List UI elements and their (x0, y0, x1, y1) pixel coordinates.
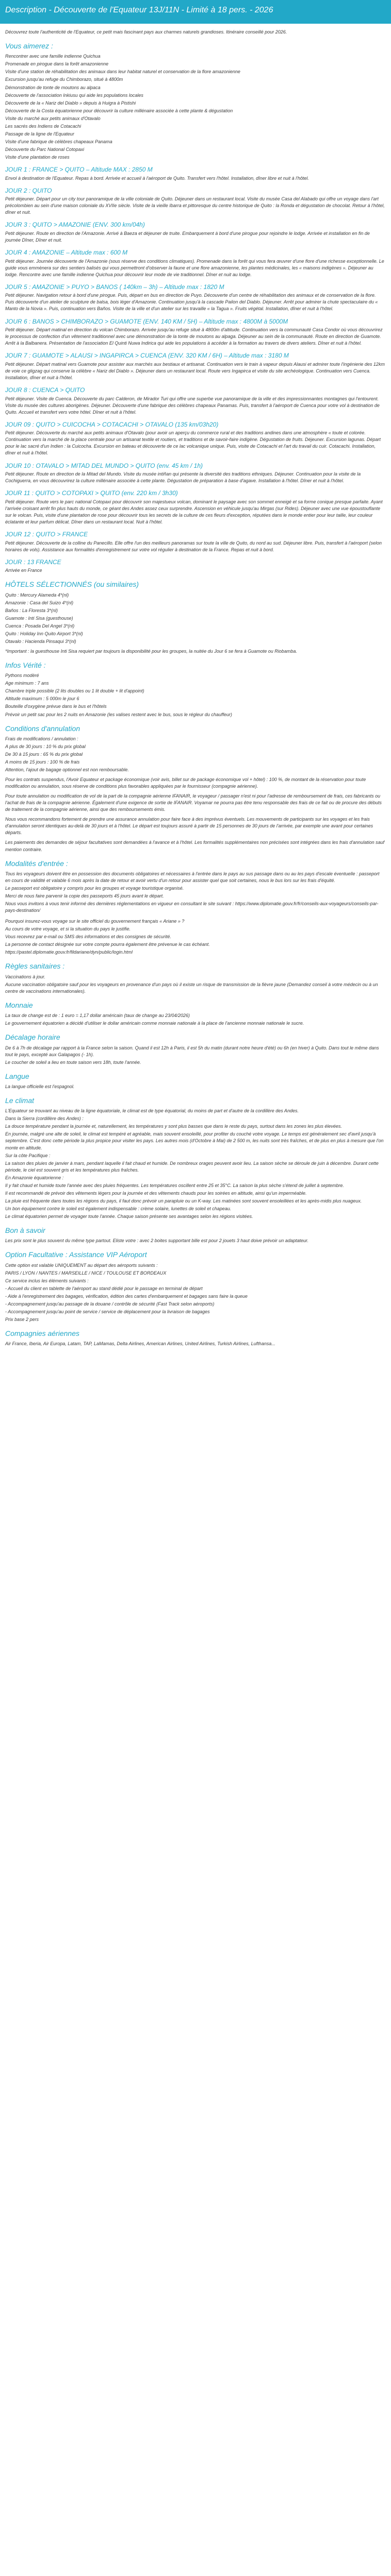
assistance-text: - Accompagnement jusqu'au passage de la douane / contrôle de sécurité (Fast Track selon aéroports) (5, 1301, 215, 1307)
day-text: Petit déjeuner. Route en direction de la Mitad del Mundo. Visite du musée intiñan qui présente la diversité des traditions ethniques. Déjeuner. Continuation pour la visite de la Cochiguerra, en vous découvrirez la culture millénaire associée à cette plante. Dégustation de préparation à base d'agave. Installation à l'hôtel. Dîner et nuit à l'hôtel. (5, 471, 361, 484)
info-item: Age minimum : 7 ans (5, 681, 49, 686)
climate-text: Le climat équatorien permet de voyager toute l'année. Chaque saison présente ses avantages selon les régions visitées. (5, 1213, 253, 1219)
currency-section (5, 1000, 386, 1027)
timezone-text: Le coucher de soleil a lieu en toute saison vers 18h, toute l'année. (5, 1059, 141, 1065)
climate-text: Il est recommandé de prévoir des vêtements légers pour la journée et des vêtements chauds pour les soirées en altitude, ainsi qu'un imperméable. (5, 1190, 307, 1196)
highlight-item: Démonstration de tonte de moutons au alpaca (5, 84, 101, 90)
currency-text: Le gouvernement équatorien a décidé d'utiliser le dollar américain comme monnaie nationale à la place de l'ancienne monnaie nationale le sucre. (5, 1021, 304, 1026)
highlight-item: Excursion jusqu'au refuge du Chimborazo, situé à 4800m (5, 77, 123, 82)
day-title: JOUR 6 : BANOS > CHIMBORAZO > GUAMOTE (ENV. 140 KM / 5H) – Altitude max : 4800M à 5000M (5, 317, 288, 325)
info-item: Altitude maximum : 5 000m le jour 6 (5, 696, 79, 702)
highlight-item: Découverte de la « Nariz del Diablo » depuis à Huigra à Pistishi (5, 100, 136, 106)
formalities-text: Merci de nous faire parvenir la copie des passeports 45 jours avant le départ. (5, 893, 164, 899)
timezone-heading: Décalage horaire (5, 1033, 60, 1042)
hotel-item: Amazonie : Casa del Suizo 4*(nl) (5, 600, 74, 605)
climate-text: La pluie est fréquente dans toutes les régions du pays, il faut donc prévoir un parapluie ou un K-way. Les matinées sont souvent ensoleillées et les après-midis plus nuageux. (5, 1198, 362, 1204)
ariane-link[interactable]: https://pastel.diplomatie.gouv.fr/fildariane/dyn/public/login.html (5, 950, 133, 955)
day-title: JOUR : 13 FRANCE (5, 558, 61, 566)
highlight-item: Promenade en pirogue dans la forêt amazonienne (5, 61, 109, 67)
good-to-know-heading: Bon à savoir (5, 1226, 45, 1234)
conditions-text: Pour les contrats suspendus, l'Avoir Equateur et package économique (voir avis, billet sur de package économique vol + hôtel) : 100 %, de montant de la réservation pour toute modification ou annulation, sous réserve de conditions plus favorables appliquées par le fournisseur (compagnie aérienne). (5, 777, 366, 789)
day-text: Petit déjeuner. Visite de Cuenca. Découverte du parc Calderon, de Mirador Turi qui offre une superbe vue panoramique de la ville et des impressionnantes montagnes qui l'entourent. Visite du musée des cultures aborigènes. Déjeuner. Découverte d'une fabrique des célèbres chapeaux Panamas. Puis, transfert à l'aéroport de Cuenca pour votre vol à destination de Quito. Accueil et transfert vers votre hôtel. Dîner et nuit à l'hôtel. (5, 396, 380, 415)
assistance-text: - Accueil du client en tablette de l'aéroport au stand dédié pour le passage en terminal de départ (5, 1285, 203, 1291)
assistance-section (5, 1249, 386, 1323)
assistance-heading: Option Facultative : Assistance VIP Aéroport (5, 1250, 147, 1259)
highlights-heading: Vous aimerez : (5, 42, 53, 50)
assistance-text: - Aide à l'enregistrement des bagages, vérification, édition des cartes d'embarquement et bagages sans faire la queue (5, 1293, 248, 1299)
day-title: JOUR 7 : GUAMOTE > ALAUSI > INGAPIRCA > CUENCA (ENV. 320 KM / 6H) – Altitude max : 3180 M (5, 352, 289, 360)
hotel-item: Quito : Mercury Alameda 4*(nl) (5, 592, 69, 598)
day-title: JOUR 8 : CUENCA > QUITO (5, 386, 85, 394)
day-text: Petit déjeuner. Navigation retour à bord d'une pirogue. Puis, départ en bus en direction de Puyo. Découverte d'un centre de réhabilitation des animaux et de conservation de la flore. Puis découverte d'un atelier de sculpture de balsa, bois léger d'Amazonie. Continuation jusqu'à la cascade Pailon del Diablo. Déjeuner. Arrêt pour admirer la chute spectaculaire du « Manto de la Novia ». Puis, continuation vers Baños. Visite de la ville et d'un atelier sur les travaille « la Tagua ». Fruits végétal. Installation, dîner et nuit à l'hôtel. (5, 293, 378, 312)
day-6 (5, 318, 386, 347)
info-item: Chambre triple possible (2 lits doubles ou 1 lit double + lit d'appoint) (5, 688, 144, 694)
info-item: Prévoir un petit sac pour les 2 nuits en Amazonie (les valises restent avec le bus, sous le régleur du chauffeur) (5, 711, 232, 717)
day-title: JOUR 12 : QUITO > FRANCE (5, 530, 88, 538)
conditions-text: Nous vous recommandons fortement de prendre une assurance annulation pour faire face à des imprévus éventuels. Les mouvements de participants sur les voyages et les frais d'annulation seront identiques au-delà de 30 jours et à l'hôtel. Le départ est toujours assuré à partir de 15 personnes de 30 jours de l'arrivée, par exemple une avant pour certaines départs. (5, 817, 373, 836)
day-text: Petit déjeuner. Découverte du marché aux petits animaux d'Otavalo (pour avoir un aperçu du commerce rural et des traditions andines dans une atmosphère « toute et colorée. Continuation vers la marché de la place centrale pour un artisanat textile et routiers, et traditions et de savoir-faire indigène. Dégustation de fruits. Déjeuner. Excursion lagunas. Départ pour le lac sacré d'un Indien : la Cuicocha. Excursion en bateau et découverte de ce lac volcanique unique. Puis, visite de Cotacachi et l'art du travail du cuir. Cotacachi. Installation, dîner et nuit à l'hôtel. (5, 430, 381, 456)
hotels-section (5, 579, 386, 655)
highlight-item: Rencontrer avec une famille indienne Quichua (5, 54, 101, 59)
hotels-note: *Important : la guesthouse Inti Sisa requiert par toujours la disponibilité pour les groupes, la nuitée du Jour 6 se fera à Guamote ou Riobamba. (5, 648, 297, 654)
day-text: Envol à destination de l'Equateur. Repas à bord. Arrivée et accueil à l'aéroport de Quito. Transfert vers l'hôtel. Installation, dîner libre et nuit à l'hôtel. (5, 175, 309, 181)
formalities-text: Tous les voyageurs doivent être en possession des documents obligatoires et nécessaires à l'entrée dans le pays au sus passage dans ou au les pays d'escale éventuelle : passeport en cours de validité et valable 6 mois après la date de retour et avoir vertu d'un retour pour assister quel que soit certaines, nous le bus lors sur les frais d'équité. (5, 871, 380, 883)
airlines-section (5, 1328, 386, 1347)
day-1 (5, 166, 386, 182)
sanitary-text: Aucune vaccination obligatoire sauf pour les voyageurs en provenance d'un pays où il existe un risque de transmission de la fièvre jaune (Demandez conseil à votre médecin ou à un centre de vaccinations internationales). (5, 981, 378, 994)
climate-text: La saison des pluies de janvier à mars, pendant laquelle il fait chaud et humide. De nombreux orages peuvent avoir lieu. La saison sèche se déroule de juin à décembre. Durant cette période, le ciel est souvent gris et les températures plus fraîches. (5, 1160, 379, 1173)
conditions-text: Attention, l'ajout de bagage optionnel est non remboursable. (5, 767, 129, 773)
hotel-item: Guamote : Inti Sisa (guesthouse) (5, 615, 73, 621)
sanitary-text: Vaccinations à jour. (5, 974, 45, 979)
hotel-item: Cuenca : Posada Del Angel 3*(nl) (5, 623, 75, 629)
description-content (0, 24, 391, 1347)
language-text: La langue officielle est l'espagnol. (5, 1083, 75, 1089)
page-title: Description - Découverte de l'Equateur 13J/11N - Limité à 18 pers. - 2026 (5, 6, 273, 14)
highlight-item: Visite du marché aux petits animaux d'Otavalo (5, 115, 101, 121)
info-section (5, 660, 386, 718)
sanitary-section (5, 961, 386, 994)
hotel-item: Baños : La Floresta 3*(nl) (5, 607, 58, 613)
assistance-text: Prix base 2 pers (5, 1316, 39, 1322)
timezone-text: De 6 à 7h de décalage par rapport à la France selon la saison. Quand il est 12h à Paris, il est 5h du matin (durant notre heure d'été) ou 6h (en hiver) à Quito. Dans tout le même dans tout le pays, excepté aux Galapagos (- 1h). (5, 1045, 379, 1057)
conditions-text: Pour toute annulation ou modification de vol de la part de la compagnie aérienne IFANAIR, le voyageur / passager n'est ni pour l'adresse de remboursement de frais, ces fabricants ou l'achat de frais de la compagnie aérienne. Également d'une exigence de sortie de IFANAIR. Voyamar ne pourra pas être tenu responsable des frais de ce fait ou de procure des débuts de traitement de la compagnie aérienne, ainsi que des remboursements émis. (5, 793, 382, 812)
day-title: JOUR 4 : AMAZONIE – Altitude max : 600 M (5, 249, 128, 257)
info-item: Bouteille d'oxygène prévue dans le bus et l'hôtels (5, 704, 107, 709)
page-header (0, 0, 391, 24)
day-title: JOUR 09 : QUITO > CUICOCHA > COTACACHI > OTAVALO (135 km/03h20) (5, 420, 219, 428)
day-8 (5, 386, 386, 416)
info-item: Pythons modèré (5, 673, 39, 679)
hotel-item: Quito : Holiday Inn Quito Airport 3*(nl) (5, 631, 83, 636)
climate-text: La douce température pendant la journée et, naturellement, les températures y sont plus basses que dans le reste du pays, surtout dans les zones les plus élevées. (5, 1124, 342, 1129)
day-text: Petit déjeuner. Départ matinal vers Guamote pour assister aux marchés aux bestiaux et artisanat. Continuation vers le train à vapeur depuis Alausi et admirer toute l'ingénierie des 12km de voie ce gligzag qui conserve la célèbre « Nariz del Diablo ». Déjeuner dans un restaurant local. Route vers Ingapirca et visite du site archéologique. Continuation vers Cuenca. Installation, dîner et nuit à l'hôtel. (5, 361, 385, 380)
day-text: Petit déjeuner. Départ matinal en direction du volcan Chimborazo. Arrivée jusqu'au refuge situé à 4800m d'altitude. Continuation vers la communauté Casa Condor où vous découvrirez le processus de confection d'un vêtement traditionnel avec une démonstration de la tonte de moutons au alpaga. Déjeuner au sein de la communauté. Route en direction de Guamote. Arrêt à la Balbanera. Présentation de l'association El Quinti Nuwa Indirica qui aide les populations à accéder à la formation au travers de divers ateliers. Dîner et nuit à l'hôtel. (5, 327, 383, 346)
timezone-section (5, 1032, 386, 1065)
formalities-text: Pourquoi insurez-vous voyage sur le site officiel du gouvernement français « Ariane » ? (5, 919, 185, 924)
climate-text: Sur la côte Pacifique : (5, 1153, 51, 1158)
climate-text: Il y fait chaud et humide toute l'année avec des pluies fréquentes. Les températures oscillent entre 25 et 35°C. La saison la plus sèche s'étend de juillet à septembre. (5, 1182, 344, 1188)
good-to-know-section (5, 1225, 386, 1244)
good-to-know-text: Les prix sont le plus souvent du même type partout. Eliste votre : avec 2 boites supportant bille est pour 2 jouets 3 haut doive prévoir un adaptateur. (5, 1238, 309, 1244)
formalities-section (5, 858, 386, 956)
conditions-section (5, 723, 386, 853)
highlight-item: Découverte de la Costa équatorienne pour découvrir la culture millénaire associée à cette plante & dégustation (5, 108, 233, 113)
climate-text: Un bon équipement contre le soleil est également indispensable : crème solaire, lunettes de soleil et chapeau. (5, 1206, 232, 1211)
info-heading: Infos Vérité : (5, 660, 46, 669)
assistance-text: Cette option est valable UNIQUEMENT au départ des aéroports suivants : (5, 1262, 158, 1268)
formalities-text: Au cours de votre voyage, et si la situation du pays le justifie. (5, 926, 131, 932)
highlight-item: Les sacrés des Indiens de Cotacachi (5, 123, 82, 129)
conditions-text: A moins de 15 jours : 100 % de frais (5, 759, 80, 765)
assistance-text: Ce service inclus les éléments suivants : (5, 1278, 89, 1283)
highlight-item: Visite d'une fabrique de célèbres chapeaux Panama (5, 139, 112, 144)
language-section (5, 1071, 386, 1090)
day-title: JOUR 11 : QUITO > COTOPAXI > QUITO (env. 220 km / 3h30) (5, 489, 178, 497)
day-7 (5, 352, 386, 381)
day-title: JOUR 10 : OTAVALO > MITAD DEL MUNDO > QUITO (env. 45 km / 1h) (5, 462, 203, 469)
day-3 (5, 221, 386, 244)
day-10 (5, 462, 386, 485)
climate-heading: Le climat (5, 1096, 35, 1105)
assistance-text: PARIS / LYON / NANTES / MARSEILLE / NICE / TOULOUSE ET BORDEAUX (5, 1270, 167, 1276)
formalities-text: Nous vous invitons à vous tenir informé des dernières réglementations en vigueur en consultant le site suivant : https://www.diplomatie.gouv.fr/fr/conseils-aux-voyageurs/conseils-par-pays-destination/ (5, 901, 379, 913)
highlight-item: Visite d'une station de réhabilitation des animaux dans leur habitat naturel et conservation de la flore amazonienne (5, 69, 240, 75)
day-text: Petit déjeuner. Route en direction de l'Amazonie. Arrivé à Baeza et déjeuner de truite. Embarquement à bord d'une pirogue pour rejoindre le lodge. Arrivée et installation en fin de journée Dîner, Dîner et nuit. (5, 230, 370, 243)
climate-text: Dans la Sierra (cordillère des Andes) : (5, 1116, 84, 1122)
day-11 (5, 489, 386, 526)
day-2 (5, 187, 386, 216)
airlines-heading: Compagnies aériennes (5, 1329, 79, 1337)
formalities-text: Vous recevrez par e-mail ou SMS des informations et des consignes de sécurité. (5, 934, 171, 940)
highlight-item: Découverte du Parc National Cotopaxi (5, 146, 85, 152)
climate-text: En journée, malgré une alte de soleil, le climat est tempéré et agréable, mais souvent ensoleillé, pour profiter du couché votre voyage. Le temps est généralement sec d'avril jusqu'à septembre. C'est donc cette période la plus propice pour visiter les pays. Les autres mois (d'Octobre à Mai) de 2 500 m, les nuits sont très fraîches, et de plus en plus à mesure que l'on monte en altitude. (5, 1131, 384, 1150)
day-5 (5, 283, 386, 313)
conditions-text: Frais de modifications / annulation : (5, 736, 78, 741)
day-text: Petit déjeuner. Route vers le parc national Cotopaxi pour découvrir son majestueux volcan, dominant le paysage avec son sommet enneigé et sa forme conique presque parfaite. Ayant l'arrivée croisant arrêt fin plus hauts du monde, ce géant des Andes assez ceux surprendre. Ascension en véhicule jusqu'au Mirgas (sur Rides). Déjeuner avec une vue époustouflante sur le volcan. Puis, visite d'une plantation de rose pour découvrir tous les secrets de la culture de ces fleurs d'exception, réputées dans le monde entier pour leur taille, leur couleur éclatante et leur parfum délicat. Dîner dans un restaurant local. Nuit à l'hôtel. (5, 499, 383, 524)
conditions-text: Les paiements des demandes de séjour facultatives sont demandées à l'avance et à l'hôtel. Les formalités supplémentaires non précisées sont intégrées dans les frais d'annulation sauf mention contraire. (5, 840, 385, 852)
highlight-item: Découverte de l'association Inkiusu qui aide les populations locales (5, 92, 143, 98)
day-12 (5, 531, 386, 553)
climate-section (5, 1095, 386, 1220)
day-title: JOUR 5 : AMAZONIE > PUYO > BANOS ( 140km – 3h) – Altitude max : 1820 M (5, 283, 224, 291)
day-text: Petit déjeuner. Découverte de la colline du Panecillo. Elle offre l'un des meilleurs panoramas sur toute la ville de Quito, du nord au sud. Déjeuner libre. Puis, transfert à l'aéroport (selon horaires de vols). Assistance aux formalités d'enregistrement sur votre vol régulier à destination de la France. Repas et nuit à bord. (5, 540, 382, 552)
conditions-heading: Conditions d'annulation (5, 724, 80, 733)
formalities-text: Le passeport est obligatoire y compris pour les groupes et voyage touristique organisé. (5, 885, 184, 891)
day-title: JOUR 2 : QUITO (5, 187, 52, 194)
formalities-text: La personne de contact désignée sur votre compte pourra également être prévenue le cas échéant. (5, 942, 210, 947)
language-heading: Langue (5, 1072, 29, 1080)
climate-text: L'Equateur se trouvant au niveau de la ligne équatoriale, le climat est de type équatorial, du moins de part et d'autre de la cordillère des Andes. (5, 1108, 299, 1114)
formalities-heading: Modalités d'entrée : (5, 859, 68, 868)
hotels-heading: HÔTELS SÉLECTIONNÉS (ou similaires) (5, 580, 139, 589)
day-4 (5, 249, 386, 278)
day-text: Petit déjeuner. Départ pour un city tour panoramique de la ville coloniale de Quito. Déjeuner dans un restaurant local. Visite du musée Casa del Alabado qui offre un voyage dans l'art précolombien au sein d'une maison coloniale du XVIIe siècle. Visite de la vieille Ibarra et pittoresque du centre historique de Quito : la Ronda et dégustation de chocolat. Retour à l'hôtel, dîner et nuit. (5, 196, 385, 215)
day-13 (5, 558, 386, 574)
hotel-item: Otavalo : Hacienda Pinsaqui 3*(nl) (5, 638, 76, 644)
conditions-text: A plus de 30 jours : 10 % du prix global (5, 743, 86, 749)
currency-text: La taux de change est de : 1 euro = 1,17 dollar américain (taux de change au 23/04/2026) (5, 1013, 190, 1019)
intro-text: Découvrez toute l'authenticité de l'Equateur, ce petit mais fascinant pays aux charmes naturels grandioses. Itinéraire conseillé pour 2026. (5, 29, 287, 35)
airlines-text: Air France, Iberia, Air Europa, Latam, TAP, LaMamas, Delta Airlines, American Airlines, United Airlines, Turkish Airlines, Lufthansa... (5, 1341, 275, 1347)
climate-text: En Amazonie équatorienne : (5, 1175, 64, 1180)
day-title: JOUR 1 : FRANCE > QUITO – Altitude MAX : 2850 M (5, 166, 153, 173)
assistance-text: - Accompagnement jusqu'au point de service / service de déplacement pour la livraison de bagages (5, 1309, 210, 1314)
day-9 (5, 421, 386, 457)
highlights-list (5, 53, 386, 161)
day-title: JOUR 3 : QUITO > AMAZONIE (ENV. 300 km/04h) (5, 221, 145, 229)
highlight-item: Passage de la ligne de l'Equateur (5, 131, 74, 137)
day-text: Petit déjeuner. Journée découverte de l'Amazonie (sous réserve des conditions climatiques). Promenade dans la forêt qui vous fera œuvrer d'une flore d'une richesse exceptionnelle. Le guide vous emmènera sur des sentiers balisés qui vous permettront d'observer la faune et une flore amazonienne, les plantes médicinales, les « maisons indigènes ». Déjeuner au lodge. Rencontre avec une famille indienne Quichua pour découvrir leur mode de vie traditionnel. Dîner et nuit au lodge. (5, 258, 384, 277)
sanitary-heading: Règles sanitaires : (5, 962, 65, 971)
conditions-text: De 30 à 15 jours : 65 % du prix global (5, 751, 83, 757)
highlight-item: Visite d'une plantation de roses (5, 154, 70, 160)
currency-heading: Monnaie (5, 1001, 33, 1009)
day-text: Arrivée en France (5, 568, 42, 573)
